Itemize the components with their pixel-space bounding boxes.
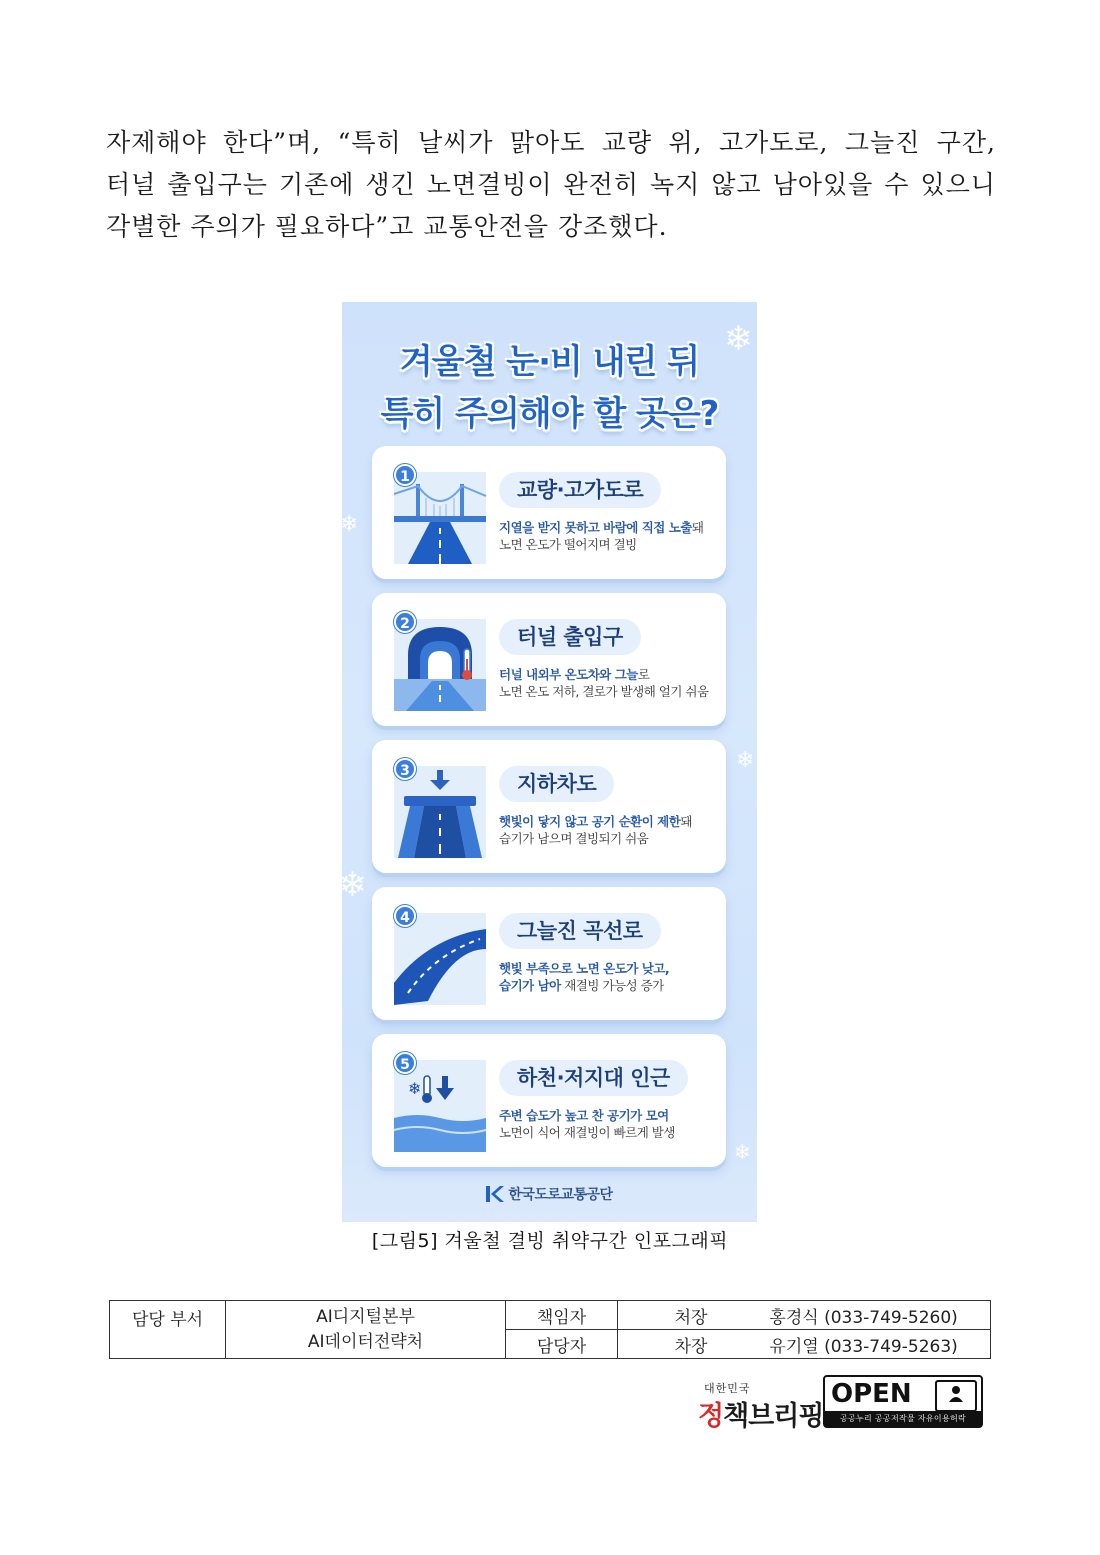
desc-highlight: 햇빛 부족으로 노면 온도가 낮고, <box>499 961 670 976</box>
brand-big-part-2: 책브리핑 <box>723 1401 824 1432</box>
hazard-card-tunnel <box>372 593 726 726</box>
infographic-poster <box>338 302 757 1222</box>
brand-small-text: 대한민국 <box>704 1382 751 1395</box>
desc-line-2: 재결빙 가능성 증가 <box>560 978 664 993</box>
paragraph-word: 터널 <box>106 170 157 199</box>
open-license-badge <box>823 1375 983 1428</box>
desc-rest: 로 <box>637 667 650 682</box>
paragraph-word: 노면결빙이 <box>426 170 553 199</box>
brand-big-part-1: 정 <box>698 1401 724 1432</box>
body-paragraph <box>106 122 996 248</box>
hazard-description <box>499 960 669 994</box>
hazard-description <box>499 666 709 700</box>
hazard-card-underpass <box>372 740 726 873</box>
desc-highlight: 주변 습도가 높고 찬 공기가 모여 <box>499 1108 669 1123</box>
position-text: 차장 <box>674 1336 708 1357</box>
person-cell <box>618 1330 991 1359</box>
desc-line-2: 노면 온도 저하, 결로가 발생해 얼기 쉬움 <box>499 684 709 699</box>
paragraph-word: “특히 <box>337 128 402 157</box>
desc-highlight: 터널 내외부 온도차와 그늘 <box>499 667 638 682</box>
item-number-badge: 3 <box>394 758 416 780</box>
paragraph-word: 않고 <box>711 170 762 199</box>
paragraph-word: 한다”며, <box>223 128 322 157</box>
person-cell <box>618 1301 991 1330</box>
attribution-icon <box>935 1380 977 1412</box>
figure-caption: [그림5] 겨울철 결빙 취약구간 인포그래픽 <box>371 1230 729 1252</box>
paragraph-word: 남아있을 <box>772 170 874 199</box>
paragraph-word: 기존에 <box>278 170 355 199</box>
item-number-badge: 2 <box>394 611 416 633</box>
paragraph-word: 자제해야 <box>106 128 207 157</box>
open-license-bar: 공공누리 공공저작물 자유이용허락 <box>825 1411 981 1426</box>
brand-big-text <box>698 1394 823 1433</box>
snowflake-icon: ❄ <box>724 319 753 359</box>
hazard-title: 그늘진 곡선로 <box>499 913 661 949</box>
paragraph-word: 완전히 <box>563 170 639 199</box>
open-word: OPEN <box>831 1379 912 1409</box>
paragraph-line-3-text: 각별한 주의가 필요하다”고 교통안전을 강조했다. <box>106 212 668 241</box>
item-number-badge: 5 <box>394 1052 416 1074</box>
desc-line-2: 노면이 식어 재결빙이 빠르게 발생 <box>499 1125 675 1140</box>
item-number-badge: 4 <box>394 905 416 927</box>
item-number-badge: 1 <box>394 464 416 486</box>
paragraph-word: 출입구는 <box>167 170 268 199</box>
paragraph-word: 구간, <box>936 128 996 157</box>
paragraph-word: 녹지 <box>650 170 701 199</box>
paragraph-word: 맑아도 <box>509 128 586 157</box>
hazard-title: 지하차도 <box>499 766 614 802</box>
name-phone-text: 유기열 (033-749-5263) <box>769 1336 958 1357</box>
desc-highlight: 햇빛이 닿지 않고 공기 순환이 제한 <box>499 814 681 829</box>
snowflake-icon: ❄ <box>736 748 755 773</box>
svg-text:❄: ❄ <box>408 1079 422 1098</box>
hazard-card-river <box>372 1034 726 1167</box>
desc-rest: 돼 <box>680 814 692 829</box>
desc-line-2: 습기가 남으며 결빙되기 쉬움 <box>499 831 649 846</box>
org-line-2: AI데이터전략처 <box>307 1331 424 1352</box>
hazard-description <box>499 519 703 553</box>
poster-title-line-1: 겨울철 눈·비 내린 뒤 <box>399 342 700 382</box>
desc-line-2: 노면 온도가 떨어지며 결빙 <box>499 537 637 552</box>
paragraph-line-2 <box>106 164 996 206</box>
paragraph-word: 날씨가 <box>418 128 494 157</box>
role-cell: 담당자 <box>506 1330 618 1359</box>
org-line-1: AI디지털본부 <box>316 1306 415 1327</box>
snowflake-icon: ❄ <box>338 865 367 905</box>
hazard-card-bridge <box>372 446 726 579</box>
hazard-title: 터널 출입구 <box>499 619 641 655</box>
hazard-description <box>499 1107 675 1141</box>
paragraph-word: 그늘진 <box>844 128 921 157</box>
paragraph-word: 수 <box>884 170 910 199</box>
paragraph-word: 고가도로, <box>718 128 829 157</box>
koroad-logo-text: 한국도로교통공단 <box>508 1187 613 1203</box>
desc-highlight: 지열을 받지 못하고 바람에 직접 노출 <box>499 520 692 535</box>
koroad-logo <box>342 1184 757 1204</box>
paragraph-word: 있으니 <box>920 170 996 199</box>
desc-highlight-2: 습기가 남아 <box>499 978 561 993</box>
role-cell: 책임자 <box>506 1301 618 1330</box>
snowflake-icon: ❄ <box>340 512 359 537</box>
position-text: 처장 <box>674 1307 708 1328</box>
desc-rest: 돼 <box>691 520 704 535</box>
org-cell <box>226 1301 506 1359</box>
dept-label-cell: 담당 부서 <box>110 1301 226 1359</box>
paragraph-word: 생긴 <box>365 170 416 199</box>
paragraph-line-1 <box>106 122 996 164</box>
paragraph-word: 위, <box>668 128 703 157</box>
paragraph-word: 교량 <box>601 128 653 157</box>
name-phone-text: 홍경식 (033-749-5260) <box>769 1307 958 1328</box>
contact-table <box>109 1300 991 1359</box>
koroad-k-icon <box>486 1186 504 1202</box>
hazard-description <box>499 813 692 847</box>
hazard-title: 하천·저지대 인근 <box>499 1060 688 1096</box>
snowflake-icon: ❄ <box>734 1140 751 1164</box>
hazard-title: 교량·고가도로 <box>499 472 661 508</box>
poster-title-line-2: 특히 주의해야 할 곳은? <box>380 394 719 434</box>
hazard-card-curved-road <box>372 887 726 1020</box>
policy-briefing-logo <box>698 1380 823 1433</box>
paragraph-line-3 <box>106 206 996 248</box>
